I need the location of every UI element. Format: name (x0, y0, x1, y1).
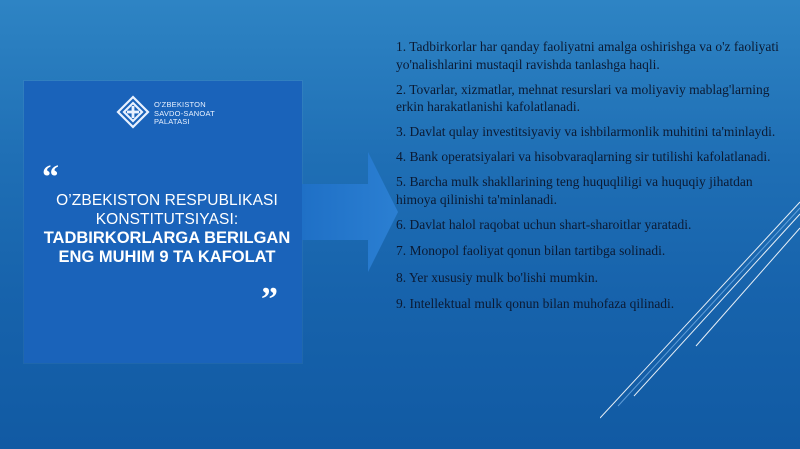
list-item: 5. Barcha mulk shakllarining teng huquqliligi va huquqiy jihatdan himoya qilinishi ta'minlanadi. (396, 174, 753, 207)
card-title-line: KONSTITUTSIYASI: (95, 211, 239, 228)
list-item: 6. Davlat halol raqobat uchun shart-sharoitlar yaratadi. (396, 216, 692, 232)
card-title (42, 191, 292, 267)
chamber-name-line: SAVDO-SANOAT (154, 108, 215, 118)
list-item: 8. Yer xususiy mulk bo'lishi mumkin. (396, 269, 598, 285)
close-quote-mark: ” (261, 281, 278, 318)
chamber-name-line: O'ZBEKISTON (154, 100, 206, 109)
chamber-name (154, 101, 234, 127)
chamber-logo (116, 95, 226, 135)
guarantees-list (396, 38, 790, 322)
card-title-line-bold: ENG MUHIM 9 TA KAFOLAT (58, 248, 276, 266)
chamber-name-line: PALATASI (154, 117, 190, 126)
list-item: 2. Tovarlar, xizmatlar, mehnat resurslari va moliyaviy mablag'larning erkin harakatlanishi kafolatlanadi. (396, 81, 770, 114)
right-arrow-icon (300, 148, 400, 276)
constitution-card (24, 81, 302, 363)
list-item: 3. Davlat qulay investitsiyaviy va ishbilarmonlik muhitini ta'minlaydi. (396, 124, 776, 139)
card-title-line-bold: TADBIRKORLARGA BERILGAN (43, 229, 291, 247)
list-item: 9. Intellektual mulk qonun bilan muhofaza qilinadi. (396, 296, 675, 311)
chamber-emblem-icon (116, 95, 150, 129)
list-item: 7. Monopol faoliyat qonun bilan tartibga solinadi. (396, 243, 666, 258)
list-item: 4. Bank operatsiyalari va hisobvaraqlarning sir tutilishi kafolatlanadi. (396, 149, 771, 164)
open-quote-mark: “ (42, 159, 59, 196)
list-item: 1. Tadbirkorlar har qanday faoliyatni amalga oshirishga va o'z faoliyati yo'nalishlarini mustaqil ravishda tanlashga haqli. (396, 39, 779, 72)
card-title-line: O’ZBEKISTON RESPUBLIKASI (56, 192, 278, 209)
